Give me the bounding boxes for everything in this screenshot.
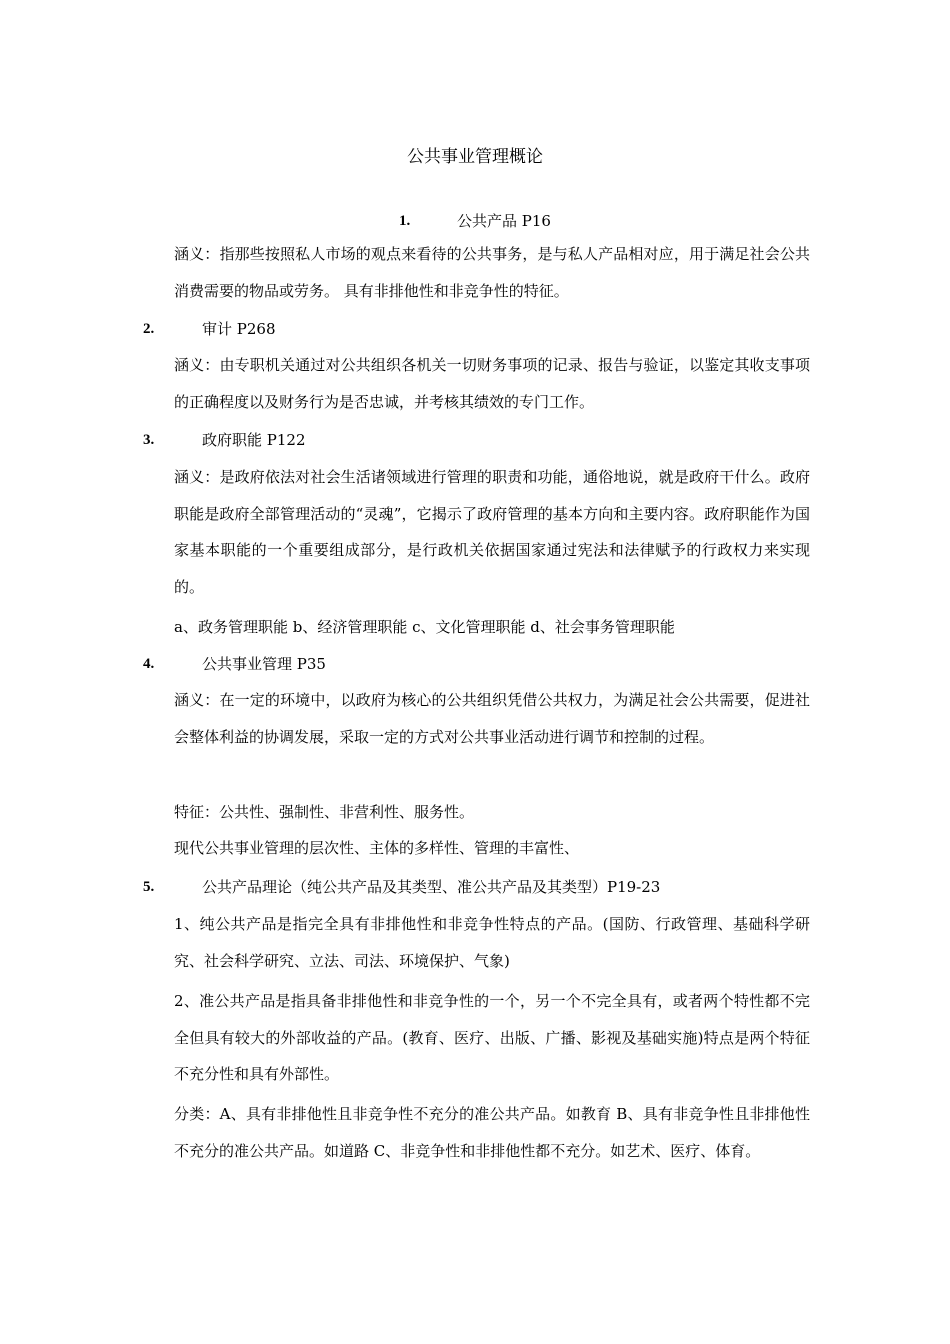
section-title: 公共事业管理 P35 (202, 655, 326, 673)
section-3-paragraph-2: a、政务管理职能 b、经济管理职能 c、文化管理职能 d、社会事务管理职能 (174, 618, 675, 636)
section-title: 公共产品 P16 (457, 212, 551, 230)
section-title: 公共产品理论（纯公共产品及其类型、准公共产品及其类型）P19-23 (202, 878, 661, 896)
section-4-paragraph-1: 涵义：在一定的环境中，以政府为核心的公共组织凭借公共权力，为满足社会公共需要，促进社会整体利益的协调发展，采取一定的方式对公共事业活动进行调节和控制的过程。 (174, 691, 810, 746)
section-number: 5. (143, 879, 155, 895)
section-2-paragraph-1: 涵义：由专职机关通过对公共组织各机关一切财务事项的记录、报告与验证，以鉴定其收支事项的正确程度以及财务行为是否忠诚，并考核其绩效的专门工作。 (174, 356, 810, 411)
section-5-paragraph-2: 2、准公共产品是指具备非排他性和非竞争性的一个，另一个不完全具有，或者两个特性都不完全但具有较大的外部收益的产品。(教育、医疗、出版、广播、影视及基础实施)特点是两个特征不充分性和具有外部性。 (174, 992, 810, 1083)
section-1-paragraph-1: 涵义：指那些按照私人市场的观点来看待的公共事务，是与私人产品相对应，用于满足社会公共消费需要的物品或劳务。 具有非排他性和非竞争性的特征。 (174, 245, 810, 300)
document-title: 公共事业管理概论 (407, 147, 543, 167)
section-4-paragraph-2: 特征：公共性、强制性、非营利性、服务性。 (174, 803, 475, 821)
section-number: 3. (143, 432, 155, 448)
section-number: 2. (143, 321, 155, 337)
section-number: 1. (399, 213, 411, 229)
section-number: 4. (143, 656, 155, 672)
section-4-paragraph-3: 现代公共事业管理的层次性、主体的多样性、管理的丰富性、 (174, 839, 580, 857)
section-title: 政府职能 P122 (202, 431, 306, 449)
section-3-paragraph-1: 涵义：是政府依法对社会生活诸领域进行管理的职责和功能，通俗地说，就是政府干什么。政府职能是政府全部管理活动的“灵魂”，它揭示了政府管理的基本方向和主要内容。政府职能作为国家基本职能的一个重要组成部分，是行政机关依据国家通过宪法和法律赋予的行政权力来实现的。 (174, 468, 810, 596)
section-5-paragraph-1: 1、纯公共产品是指完全具有非排他性和非竞争性特点的产品。(国防、行政管理、基础科学研究、社会科学研究、立法、司法、环境保护、气象) (174, 915, 810, 970)
section-title: 审计 P268 (202, 320, 276, 338)
section-5-paragraph-3: 分类：A、具有非排他性且非竞争性不充分的准公共产品。如教育 B、具有非竞争性且非排他性不充分的准公共产品。如道路 C、非竞争性和非排他性都不充分。如艺术、医疗、体育。 (174, 1105, 810, 1160)
